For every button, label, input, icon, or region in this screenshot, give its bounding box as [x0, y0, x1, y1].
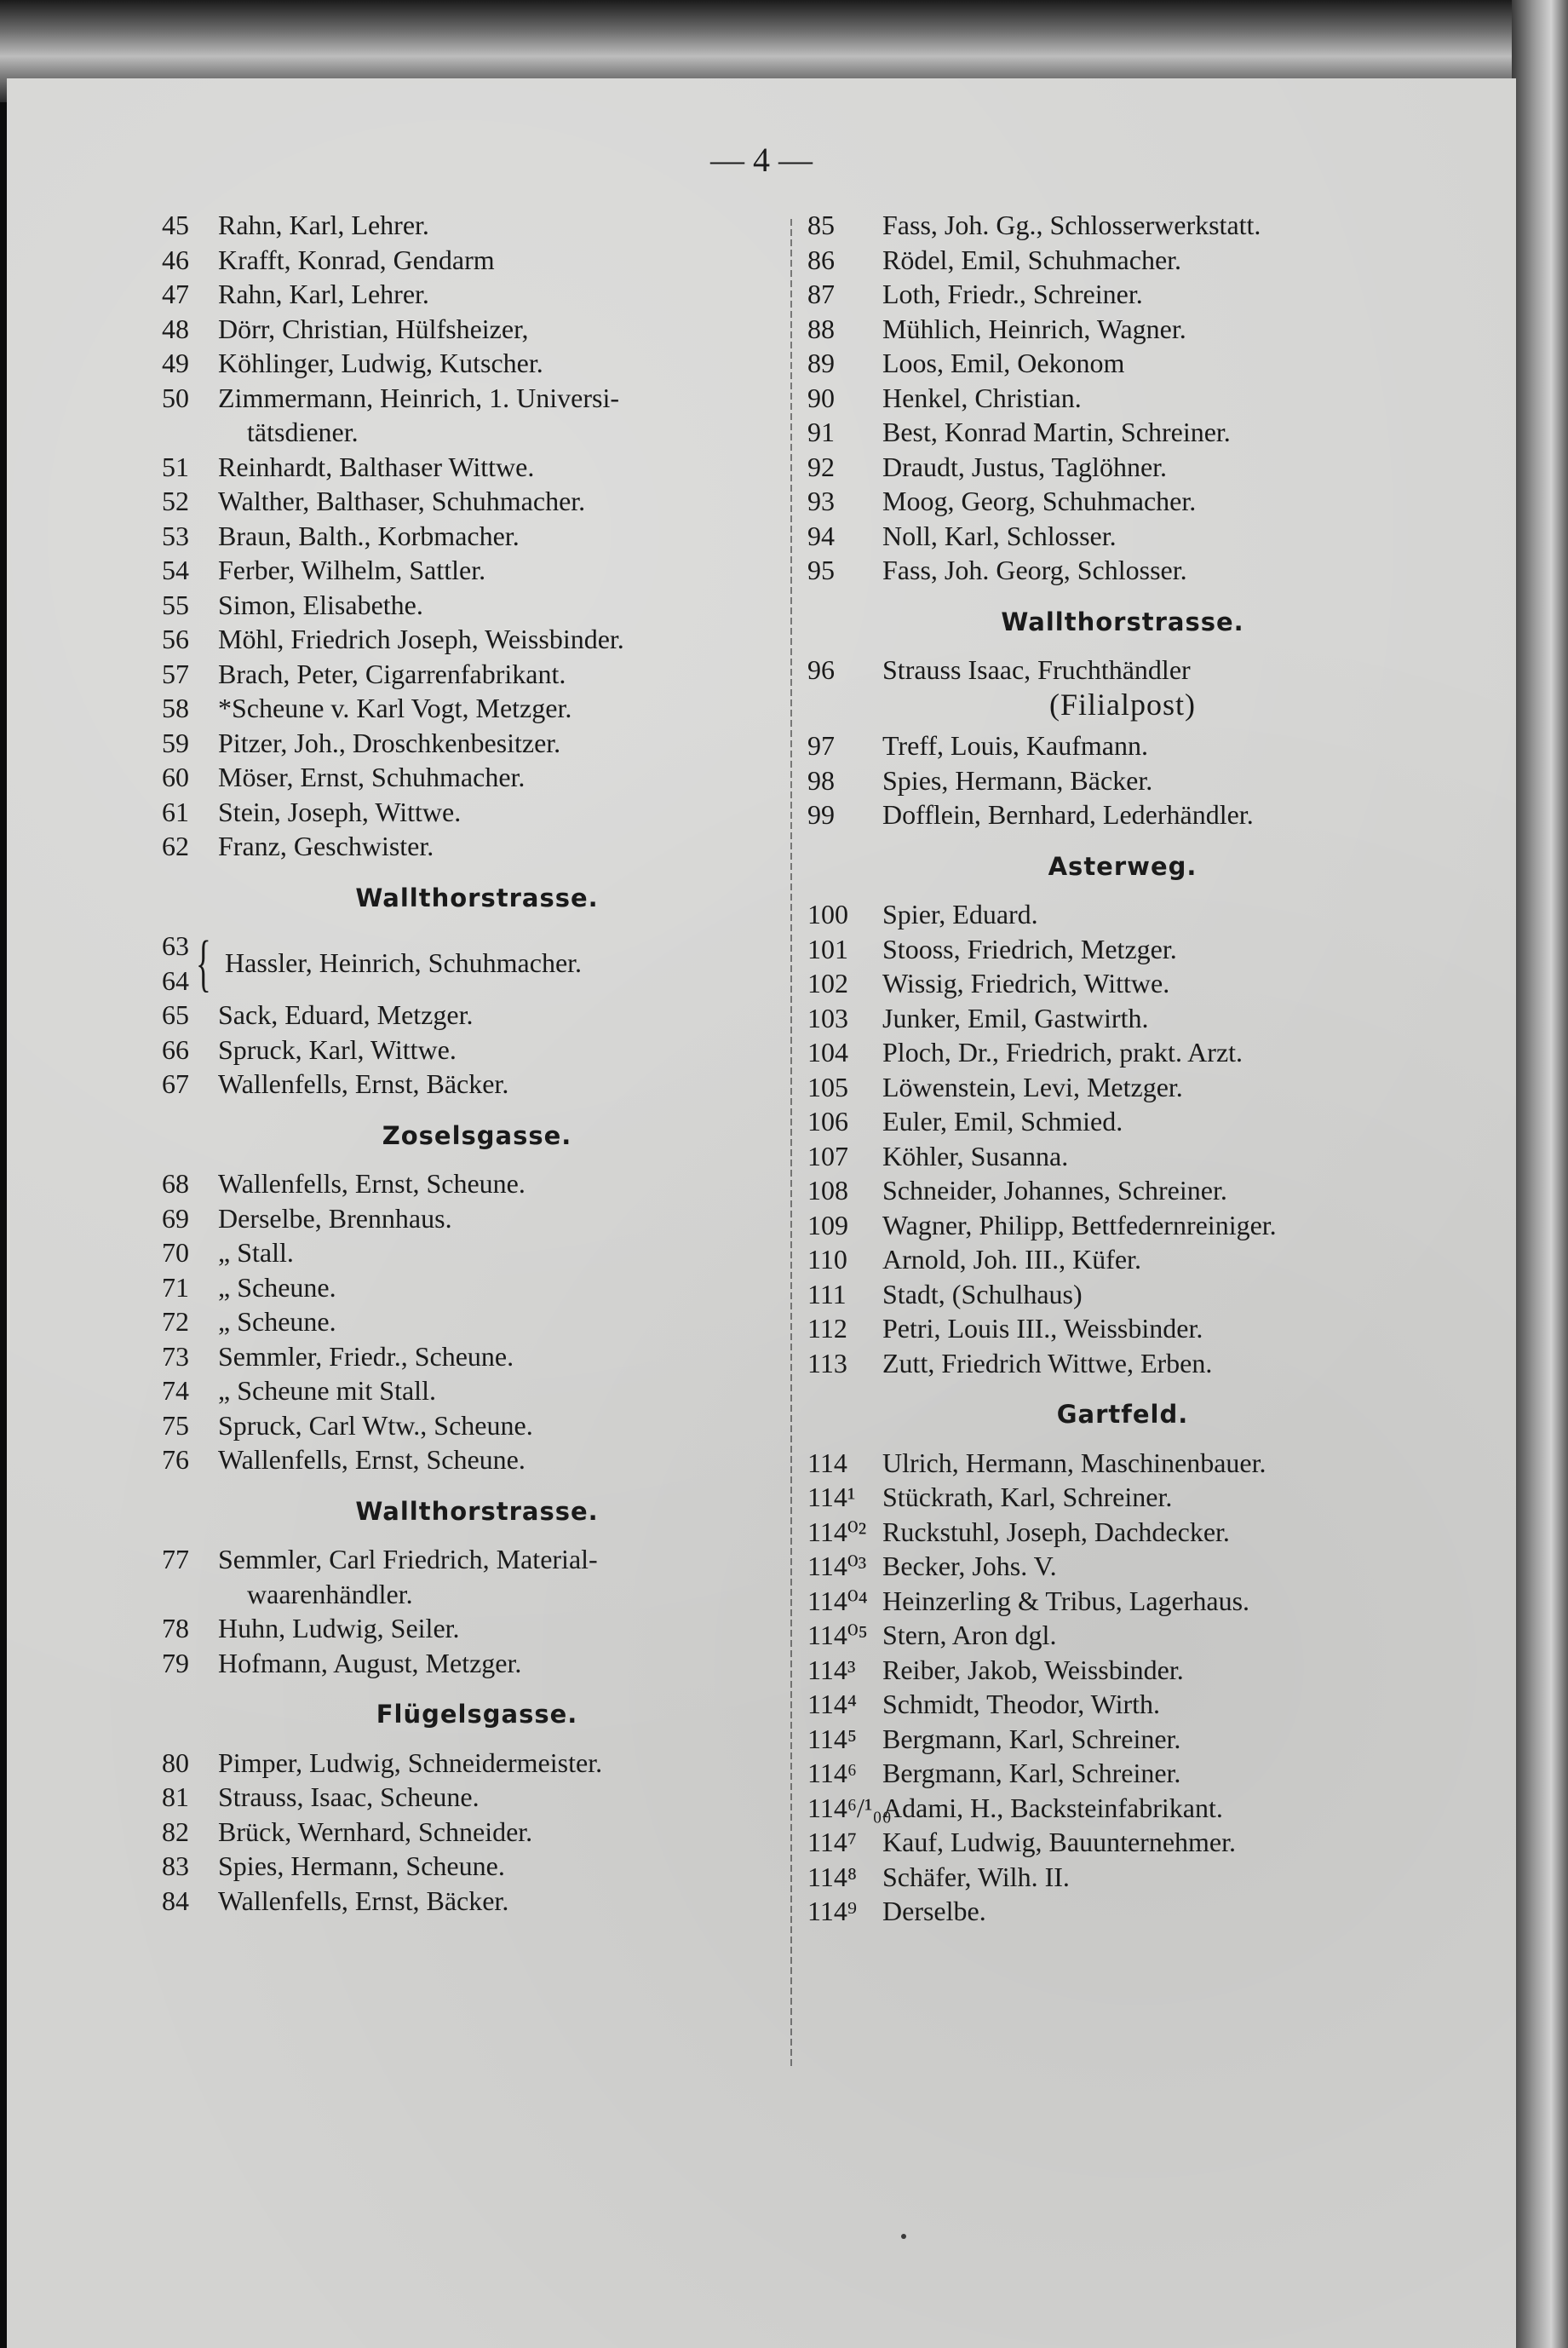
entry-text: Stooss, Friedrich, Metzger.	[882, 933, 1177, 964]
entry-text: Schäfer, Wilh. II.	[882, 1861, 1070, 1892]
list-item	[807, 1515, 1438, 1550]
list-item	[807, 728, 1438, 763]
entry-number: 110	[807, 1244, 847, 1275]
entry-text: „ Scheune.	[218, 1306, 336, 1337]
entry-number: 83	[162, 1850, 189, 1881]
list-item	[162, 795, 792, 830]
entry-text: Treff, Louis, Kaufmann.	[882, 730, 1148, 761]
list-item	[807, 1756, 1438, 1791]
list-item	[162, 829, 792, 864]
entry-number: 59	[162, 727, 189, 758]
street-heading: Gartfeld.	[1056, 1400, 1189, 1429]
entry-number: 45	[162, 210, 189, 240]
street-heading: Wallthorstrasse.	[355, 1496, 599, 1526]
entry-text: Ulrich, Hermann, Maschinenbauer.	[882, 1447, 1266, 1478]
entry-text: Fass, Joh. Georg, Schlosser.	[882, 555, 1187, 585]
entry-text: Löwenstein, Levi, Metzger.	[882, 1071, 1183, 1102]
entry-number: 114⁶/¹₀₀	[807, 1792, 892, 1823]
entry-number: 71	[162, 1271, 189, 1303]
entry-number: 49	[162, 348, 189, 378]
entry-text: Strauss Isaac, Fruchthändler	[882, 654, 1191, 685]
list-item	[807, 1894, 1438, 1929]
entry-number: 107	[807, 1140, 848, 1171]
list-item	[162, 381, 792, 416]
entry-text: Wissig, Friedrich, Wittwe.	[882, 968, 1170, 998]
list-item	[807, 932, 1438, 967]
entry-text: Dofflein, Bernhard, Lederhändler.	[882, 799, 1254, 830]
street-heading: Flügelsgasse.	[376, 1700, 578, 1729]
entry-text: Semmler, Carl Friedrich, Material-	[218, 1544, 598, 1574]
entry-text: Köhlinger, Ludwig, Kutscher.	[218, 348, 543, 378]
entry-number: 114¹	[807, 1482, 856, 1512]
list-item	[807, 243, 1438, 278]
entry-number: 51	[162, 451, 189, 482]
entry-number: 77	[162, 1544, 189, 1574]
list-item	[807, 553, 1438, 588]
list-item	[162, 657, 792, 692]
entry-number: 88	[807, 313, 835, 344]
entry-number: 68	[162, 1168, 189, 1199]
list-item	[807, 1070, 1438, 1105]
entry-number: 81	[162, 1781, 189, 1812]
entry-number: 48	[162, 313, 189, 344]
entry-number: 103	[807, 1002, 848, 1033]
entry-text: Stückrath, Karl, Schreiner.	[882, 1482, 1173, 1512]
list-item	[162, 553, 792, 588]
entry-text: Zimmermann, Heinrich, 1. Universi-	[218, 382, 619, 413]
list-item	[807, 415, 1438, 450]
entry-text: Ferber, Wilhelm, Sattler.	[218, 555, 486, 585]
entry-number: 102	[807, 968, 848, 998]
list-item	[162, 726, 792, 761]
street-heading: Wallthorstrasse.	[1001, 607, 1244, 636]
entry-number: 67	[162, 1068, 189, 1099]
entry-text: Spruck, Carl Wtw., Scheune.	[218, 1409, 533, 1441]
entry-text: „ Scheune.	[218, 1271, 336, 1303]
list-item	[162, 519, 792, 554]
list-item	[807, 1104, 1438, 1139]
entry-number: 114⁷	[807, 1827, 857, 1857]
right-list-a	[807, 208, 1438, 588]
left-column	[162, 208, 792, 1918]
entry-text: Stern, Aron dgl.	[882, 1620, 1057, 1650]
entry-number: 112	[807, 1313, 847, 1344]
entry-number: 82	[162, 1816, 189, 1847]
list-item	[162, 1235, 792, 1270]
book-page-edges-right	[1512, 0, 1568, 2348]
list-item	[807, 1035, 1438, 1070]
entry-text: Derselbe, Brennhaus.	[218, 1202, 452, 1234]
entry-text: Spies, Hermann, Scheune.	[218, 1850, 505, 1881]
list-item	[807, 1653, 1438, 1688]
left-list-d	[162, 1166, 792, 1477]
entry-text: Köhler, Susanna.	[882, 1140, 1069, 1171]
entry-text: *Scheune v. Karl Vogt, Metzger.	[218, 693, 572, 723]
entry-text: Dörr, Christian, Hülfsheizer,	[218, 313, 529, 344]
list-item	[807, 1860, 1438, 1895]
entry-text: Euler, Emil, Schmied.	[882, 1106, 1123, 1137]
entry-text: Rahn, Karl, Lehrer.	[218, 210, 429, 240]
entry-number: 90	[807, 382, 835, 413]
entry-number: 84	[162, 1885, 189, 1916]
entry-text: Arnold, Joh. III., Küfer.	[882, 1244, 1141, 1275]
entry-number: 89	[807, 348, 835, 378]
entry-number: 52	[162, 486, 189, 516]
entry-text: Becker, Johs. V.	[882, 1551, 1057, 1581]
entry-number: 114	[807, 1447, 847, 1478]
list-item	[162, 1339, 792, 1374]
list-item	[807, 1277, 1438, 1312]
entry-number: 57	[162, 658, 189, 689]
entry-number: 114⁶	[807, 1758, 857, 1788]
list-item	[807, 653, 1438, 688]
entry-text: Wallenfells, Ernst, Bäcker.	[218, 1068, 509, 1099]
entry-number: 72	[162, 1306, 189, 1337]
entry-number: 109	[807, 1209, 848, 1240]
entry-text: Spies, Hermann, Bäcker.	[882, 764, 1153, 796]
entry-number: 73	[162, 1340, 189, 1372]
entry-text: Henkel, Christian.	[882, 382, 1082, 413]
entry-text: Simon, Elisabethe.	[218, 589, 423, 620]
entry-text: Wallenfells, Ernst, Bäcker.	[218, 1885, 509, 1916]
entry-number: 106	[807, 1106, 848, 1137]
entry-text: Strauss, Isaac, Scheune.	[218, 1781, 480, 1812]
list-item	[162, 208, 792, 243]
ink-speck	[901, 2234, 906, 2239]
list-item	[807, 1791, 1438, 1826]
entry-number: 74	[162, 1375, 189, 1406]
entry-text: Fass, Joh. Gg., Schlosserwerkstatt.	[882, 210, 1261, 240]
entry-text: Mühlich, Heinrich, Wagner.	[882, 313, 1186, 344]
left-list-c	[162, 998, 792, 1102]
entry-number: 99	[807, 799, 835, 830]
entry-text: Braun, Balth., Korbmacher.	[218, 520, 520, 551]
list-item	[807, 1825, 1438, 1860]
entry-text: Spier, Eduard.	[882, 899, 1038, 929]
entry-number: 46	[162, 244, 189, 275]
entry-text: „ Scheune mit Stall.	[218, 1375, 436, 1406]
list-item	[162, 1646, 792, 1681]
entry-text: Draudt, Justus, Taglöhner.	[882, 451, 1168, 482]
list-item	[807, 1687, 1438, 1722]
entry-number: 101	[807, 933, 848, 964]
entry-text: Ploch, Dr., Friedrich, prakt. Arzt.	[882, 1037, 1243, 1068]
list-item	[162, 1884, 792, 1919]
entry-number: 95	[807, 555, 835, 585]
list-item	[162, 1270, 792, 1305]
entry-number: 105	[807, 1071, 848, 1102]
entry-text: Adami, H., Backsteinfabrikant.	[882, 1792, 1223, 1823]
entry-text: Loth, Friedr., Schreiner.	[882, 279, 1143, 309]
entry-text: Hofmann, August, Metzger.	[218, 1647, 522, 1678]
entry-text: Kauf, Ludwig, Bauunternehmer.	[882, 1827, 1236, 1857]
entry-text: Reinhardt, Balthaser Wittwe.	[218, 451, 535, 482]
entry-number: 79	[162, 1647, 189, 1678]
list-item	[162, 277, 792, 312]
left-list-f	[162, 1746, 792, 1919]
entry-number: 70	[162, 1237, 189, 1268]
entry-text: Ruckstuhl, Joseph, Dachdecker.	[882, 1516, 1230, 1547]
entry-text: Spruck, Karl, Wittwe.	[218, 1033, 457, 1065]
street-heading: Asterweg.	[1048, 851, 1198, 881]
right-list-b	[807, 728, 1438, 832]
list-item	[807, 1446, 1438, 1481]
list-item	[807, 208, 1438, 243]
left-list-b	[162, 450, 792, 864]
entry-number: 55	[162, 589, 189, 620]
entry-text: Wagner, Philipp, Bettfedernreiniger.	[882, 1209, 1277, 1240]
entry-number: 114⁰²	[807, 1516, 867, 1547]
entry-text: Krafft, Konrad, Gendarm	[218, 244, 495, 275]
entry-continuation: tätsdiener.	[247, 417, 359, 447]
list-item	[807, 763, 1438, 798]
entry-number: 100	[807, 899, 848, 929]
list-item	[807, 1139, 1438, 1174]
entry-number: 65	[162, 999, 189, 1030]
list-item	[162, 1201, 792, 1236]
list-item	[807, 1208, 1438, 1243]
list-item	[807, 312, 1438, 347]
list-item	[162, 1780, 792, 1815]
entry-number: 47	[162, 279, 189, 309]
entry-number: 114⁰⁴	[807, 1585, 868, 1616]
list-item	[807, 1480, 1438, 1515]
entry-number: 91	[807, 417, 835, 447]
list-item	[162, 691, 792, 726]
entry-text: Sack, Eduard, Metzger.	[218, 999, 474, 1030]
entry-number: 86	[807, 244, 835, 275]
entry-text: Möser, Ernst, Schuhmacher.	[218, 762, 526, 792]
entry-number: 66	[162, 1033, 189, 1065]
entry-text: Huhn, Ludwig, Seiler.	[218, 1613, 460, 1643]
list-item	[807, 966, 1438, 1001]
entry-continuation: waarenhändler.	[247, 1578, 413, 1609]
entry-number: 114⁰³	[807, 1551, 867, 1581]
list-item	[162, 1166, 792, 1201]
entry-text: Hassler, Heinrich, Schuhmacher.	[225, 947, 583, 979]
list-item	[807, 1242, 1438, 1277]
entry-text: Reiber, Jakob, Weissbinder.	[882, 1654, 1184, 1685]
list-item	[162, 1542, 792, 1577]
list-item	[162, 1033, 792, 1068]
entry-number: 75	[162, 1409, 189, 1441]
entry-text: Bergmann, Karl, Schreiner.	[882, 1758, 1181, 1788]
entry-number: 108	[807, 1175, 848, 1206]
entry-number: 111	[807, 1278, 847, 1309]
entry-number: 64	[162, 964, 189, 996]
entry-text: Heinzerling & Tribus, Lagerhaus.	[882, 1585, 1250, 1616]
filialpost-label: (Filialpost)	[1049, 687, 1196, 722]
entry-text: Schmidt, Theodor, Wirth.	[882, 1689, 1160, 1719]
list-item	[807, 797, 1438, 832]
list-item	[807, 1618, 1438, 1653]
entry-text: Rahn, Karl, Lehrer.	[218, 279, 429, 309]
list-item	[162, 450, 792, 485]
list-item	[162, 1304, 792, 1339]
list-item	[162, 1611, 792, 1646]
entry-text: Bergmann, Karl, Schreiner.	[882, 1723, 1181, 1754]
entry-number: 114⁹	[807, 1896, 857, 1926]
entry-text: Noll, Karl, Schlosser.	[882, 520, 1117, 551]
entry-text: Brück, Wernhard, Schneider.	[218, 1816, 533, 1847]
right-list-d	[807, 1446, 1438, 1929]
entry-number: 114³	[807, 1654, 856, 1685]
list-item	[162, 484, 792, 519]
entry-text: Semmler, Friedr., Scheune.	[218, 1340, 514, 1372]
list-item	[807, 897, 1438, 932]
entry-number: 50	[162, 382, 189, 413]
entry-text: Wallenfells, Ernst, Scheune.	[218, 1168, 526, 1199]
bracketed-entry	[162, 929, 792, 998]
entry-text: Zutt, Friedrich Wittwe, Erben.	[882, 1347, 1213, 1378]
list-item	[162, 1408, 792, 1443]
list-item	[807, 1173, 1438, 1208]
entry-number: 92	[807, 451, 835, 482]
entry-number: 58	[162, 693, 189, 723]
entry-number: 114⁵	[807, 1723, 857, 1754]
list-item	[807, 1346, 1438, 1381]
entry-number: 85	[807, 210, 835, 240]
list-item	[807, 450, 1438, 485]
list-item	[162, 622, 792, 657]
entry-text: „ Stall.	[218, 1237, 294, 1268]
right-list-c	[807, 897, 1438, 1380]
entry-number: 94	[807, 520, 835, 551]
list-item	[162, 998, 792, 1033]
entry-text: Best, Konrad Martin, Schreiner.	[882, 417, 1231, 447]
list-item	[162, 1746, 792, 1781]
entry-number: 96	[807, 654, 835, 685]
list-item	[162, 588, 792, 623]
list-item	[807, 1722, 1438, 1757]
entry-number: 93	[807, 486, 835, 516]
entry-text: Stein, Joseph, Wittwe.	[218, 796, 462, 827]
list-item	[162, 1815, 792, 1850]
list-item	[807, 519, 1438, 554]
list-item	[162, 1442, 792, 1477]
entry-text: Möhl, Friedrich Joseph, Weissbinder.	[218, 624, 624, 654]
entry-number: 114⁴	[807, 1689, 857, 1719]
street-heading: Wallthorstrasse.	[355, 883, 599, 912]
list-item	[162, 312, 792, 347]
entry-number: 62	[162, 831, 189, 861]
list-item	[807, 1001, 1438, 1036]
list-item	[162, 1849, 792, 1884]
entry-number: 54	[162, 555, 189, 585]
list-item	[162, 1373, 792, 1408]
left-list-e	[162, 1611, 792, 1680]
list-item	[807, 1311, 1438, 1346]
list-item	[807, 1584, 1438, 1619]
list-item	[162, 1067, 792, 1102]
list-item	[162, 346, 792, 381]
left-list-a	[162, 208, 792, 415]
entry-text: Wallenfells, Ernst, Scheune.	[218, 1444, 526, 1475]
entry-text: Moog, Georg, Schuhmacher.	[882, 486, 1197, 516]
entry-number: 69	[162, 1202, 189, 1234]
right-column	[807, 208, 1438, 1929]
list-item	[162, 760, 792, 795]
entry-number: 104	[807, 1037, 848, 1068]
list-item	[807, 484, 1438, 519]
entry-number: 63	[162, 930, 189, 961]
list-item	[807, 381, 1438, 416]
entry-text: Petri, Louis III., Weissbinder.	[882, 1313, 1203, 1344]
street-heading: Zoselsgasse.	[382, 1120, 572, 1150]
entry-number: 61	[162, 796, 189, 827]
entry-number: 114⁸	[807, 1861, 857, 1892]
entry-text: Junker, Emil, Gastwirth.	[882, 1002, 1149, 1033]
entry-number: 113	[807, 1347, 847, 1378]
entry-text: Franz, Geschwister.	[218, 831, 434, 861]
list-item	[807, 277, 1438, 312]
entry-number: 80	[162, 1747, 189, 1778]
curly-brace: {	[196, 928, 211, 998]
entry-number: 76	[162, 1444, 189, 1475]
entry-text: Rödel, Emil, Schuhmacher.	[882, 244, 1182, 275]
entry-text: Brach, Peter, Cigarrenfabrikant.	[218, 658, 566, 689]
entry-number: 53	[162, 520, 189, 551]
entry-number: 60	[162, 762, 189, 792]
page-number: — 4 —	[710, 141, 813, 179]
entry-number: 114⁰⁵	[807, 1620, 868, 1650]
entry-number: 56	[162, 624, 189, 654]
document-page	[7, 78, 1516, 2348]
entry-text: Schneider, Johannes, Schreiner.	[882, 1175, 1227, 1206]
entry-text: Pitzer, Joh., Droschkenbesitzer.	[218, 727, 561, 758]
entry-text: Pimper, Ludwig, Schneidermeister.	[218, 1747, 603, 1778]
list-item	[807, 346, 1438, 381]
entry-text: Derselbe.	[882, 1896, 986, 1926]
entry-number: 87	[807, 279, 835, 309]
entry-number: 78	[162, 1613, 189, 1643]
entry-text: Stadt, (Schulhaus)	[882, 1278, 1083, 1309]
entry-number: 98	[807, 764, 835, 796]
list-item	[807, 1549, 1438, 1584]
entry-text: Loos, Emil, Oekonom	[882, 348, 1125, 378]
list-item	[162, 243, 792, 278]
bracket-numbers	[162, 929, 196, 998]
entry-text: Walther, Balthaser, Schuhmacher.	[218, 486, 586, 516]
entry-number: 97	[807, 730, 835, 761]
